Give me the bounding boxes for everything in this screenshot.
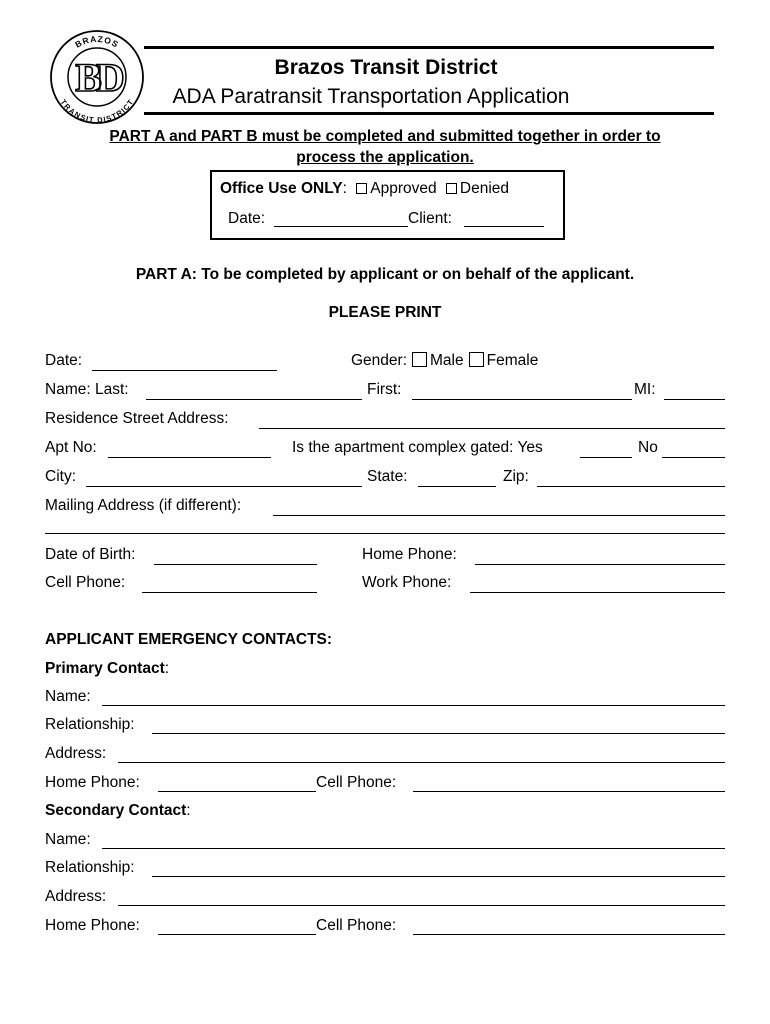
page-subtitle: ADA Paratransit Transportation Application [172, 85, 570, 108]
part-a-heading: PART A: To be completed by applicant or on behalf of the applicant. [135, 266, 635, 283]
notice-line-2: process the application. [296, 149, 474, 166]
office-date-label: Date: [228, 210, 266, 227]
gender-row [351, 352, 538, 370]
date-label: Date: [45, 352, 83, 369]
mailing-label: Mailing Address (if different): [45, 497, 242, 514]
primary-home-phone-label: Home Phone: [45, 774, 140, 791]
primary-contact-label: Primary Contact [45, 660, 165, 677]
gated-label: Is the apartment complex gated: Yes [292, 439, 543, 456]
last-name-field[interactable] [146, 399, 362, 400]
primary-home-phone-field[interactable] [158, 791, 316, 792]
residence-field[interactable] [259, 428, 725, 429]
cell-phone-field[interactable] [142, 592, 317, 593]
gender-label: Gender: [351, 352, 408, 369]
male-checkbox[interactable] [412, 352, 427, 367]
work-phone-field[interactable] [470, 592, 725, 593]
office-client-field[interactable] [464, 226, 544, 227]
female-label: Female [486, 352, 539, 369]
date-field[interactable] [92, 370, 277, 371]
emergency-heading: APPLICANT EMERGENCY CONTACTS: [45, 631, 333, 648]
approved-label: Approved [370, 180, 437, 197]
apt-field[interactable] [108, 457, 271, 458]
primary-contact-heading [45, 660, 169, 678]
svg-text:TRANSIT DISTRICT [59, 98, 136, 125]
primary-cell-phone-field[interactable] [413, 791, 725, 792]
city-field[interactable] [86, 486, 362, 487]
mailing-field-2[interactable] [45, 533, 725, 534]
mi-field[interactable] [664, 399, 725, 400]
secondary-contact-label: Secondary Contact [45, 802, 187, 819]
office-use-box [210, 170, 565, 240]
dob-label: Date of Birth: [45, 546, 136, 563]
zip-label: Zip: [503, 468, 529, 485]
first-name-label: First: [367, 381, 402, 398]
state-field[interactable] [418, 486, 496, 487]
logo-letters: BD [75, 55, 119, 100]
brazos-transit-logo [48, 28, 146, 126]
dob-field[interactable] [154, 564, 317, 565]
denied-checkbox[interactable] [446, 183, 457, 194]
header-bottom-rule [144, 112, 714, 115]
home-phone-field[interactable] [475, 564, 725, 565]
please-print: PLEASE PRINT [328, 304, 442, 321]
secondary-cell-phone-label: Cell Phone: [316, 917, 397, 934]
secondary-name-field[interactable] [102, 848, 725, 849]
secondary-home-phone-label: Home Phone: [45, 917, 140, 934]
secondary-name-label: Name: [45, 831, 91, 848]
gated-no-label: No [638, 439, 658, 456]
secondary-contact-colon: : [186, 802, 191, 819]
secondary-address-label: Address: [45, 888, 107, 905]
gated-no-field[interactable] [662, 457, 725, 458]
office-use-label: Office Use ONLY [220, 180, 343, 197]
primary-relationship-label: Relationship: [45, 716, 135, 733]
primary-address-label: Address: [45, 745, 107, 762]
primary-relationship-field[interactable] [152, 733, 725, 734]
mailing-field[interactable] [273, 515, 725, 516]
home-phone-label: Home Phone: [362, 546, 457, 563]
denied-label: Denied [459, 180, 510, 197]
city-label: City: [45, 468, 76, 485]
apt-label: Apt No: [45, 439, 97, 456]
primary-name-field[interactable] [102, 705, 725, 706]
logo-top-text: BRAZOS [73, 33, 121, 50]
logo-bottom-text: TRANSIT DISTRICT [58, 97, 136, 125]
female-checkbox[interactable] [469, 352, 484, 367]
secondary-home-phone-field[interactable] [158, 934, 316, 935]
secondary-relationship-label: Relationship: [45, 859, 135, 876]
secondary-cell-phone-field[interactable] [413, 934, 725, 935]
primary-address-field[interactable] [118, 762, 725, 763]
notice-line-1: PART A and PART B must be completed and submitted together in order to [109, 128, 661, 145]
mi-label: MI: [634, 381, 656, 398]
primary-contact-colon: : [164, 660, 170, 677]
secondary-contact-heading [45, 802, 191, 820]
zip-field[interactable] [537, 486, 725, 487]
office-date-field[interactable] [274, 226, 408, 227]
primary-name-label: Name: [45, 688, 91, 705]
secondary-address-field[interactable] [118, 905, 725, 906]
residence-label: Residence Street Address: [45, 410, 229, 427]
header-top-rule [144, 46, 714, 49]
cell-phone-label: Cell Phone: [45, 574, 126, 591]
page-title: Brazos Transit District [274, 56, 498, 79]
approved-checkbox[interactable] [356, 183, 367, 194]
work-phone-label: Work Phone: [362, 574, 452, 591]
name-last-label: Name: Last: [45, 381, 129, 398]
male-label: Male [430, 352, 464, 369]
first-name-field[interactable] [412, 399, 632, 400]
secondary-relationship-field[interactable] [152, 876, 725, 877]
office-use-row [220, 180, 509, 198]
primary-cell-phone-label: Cell Phone: [316, 774, 397, 791]
gated-yes-field[interactable] [580, 457, 632, 458]
office-use-colon: : [342, 180, 347, 197]
state-label: State: [367, 468, 408, 485]
office-client-label: Client: [408, 210, 452, 227]
